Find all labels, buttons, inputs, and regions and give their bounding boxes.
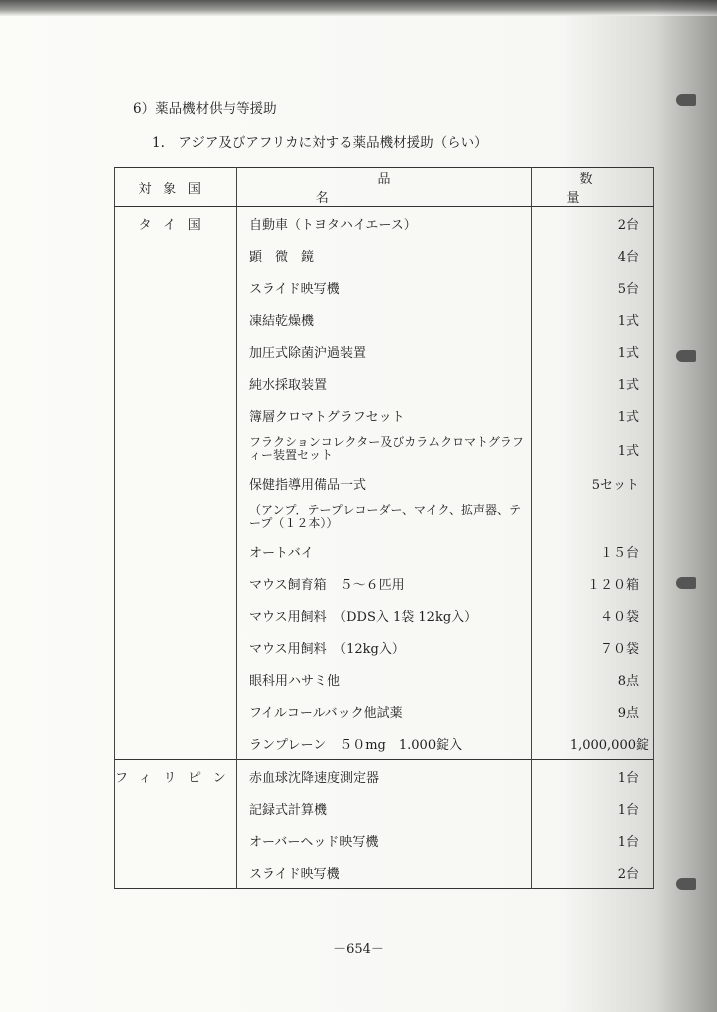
quantity-cell: 2台 bbox=[532, 856, 654, 889]
item-cell: ランプレーン ５０mg 1.000錠入 bbox=[237, 727, 532, 760]
item-cell: 赤血球沈降速度測定器 bbox=[237, 760, 532, 793]
quantity-cell: 9点 bbox=[532, 695, 654, 727]
quantity-cell bbox=[532, 499, 654, 535]
quantity-cell: 1,000,000錠 bbox=[532, 727, 654, 760]
country-cell: タイ国 bbox=[115, 207, 237, 760]
table-header-row bbox=[115, 168, 654, 207]
quantity-cell: 8点 bbox=[532, 663, 654, 695]
header-country: 対象国 bbox=[115, 168, 237, 207]
quantity-cell: １２０箱 bbox=[532, 567, 654, 599]
quantity-cell: ７０袋 bbox=[532, 631, 654, 663]
item-cell: 記録式計算機 bbox=[237, 792, 532, 824]
quantity-cell: 1台 bbox=[532, 760, 654, 793]
item-cell: マウス用飼料 （12kg入） bbox=[237, 631, 532, 663]
equipment-table bbox=[114, 167, 654, 889]
quantity-cell: ４０袋 bbox=[532, 599, 654, 631]
quantity-cell: 1式 bbox=[532, 399, 654, 431]
table-row bbox=[115, 207, 654, 240]
table-row bbox=[115, 760, 654, 793]
binder-hole bbox=[676, 878, 696, 890]
item-cell: 顕 微 鏡 bbox=[237, 239, 532, 271]
subsection-title: 1. アジア及びアフリカに対する薬品機材援助（らい） bbox=[152, 135, 488, 151]
section-title: 6）薬品機材供与等援助 bbox=[133, 101, 277, 117]
item-cell: フイルコールバック他試薬 bbox=[237, 695, 532, 727]
header-quantity: 数量 bbox=[532, 168, 654, 207]
item-cell: 簿層クロマトグラフセット bbox=[237, 399, 532, 431]
item-cell: 加圧式除菌沪過装置 bbox=[237, 335, 532, 367]
item-cell: 眼科用ハサミ他 bbox=[237, 663, 532, 695]
item-cell: オーバーヘッド映写機 bbox=[237, 824, 532, 856]
item-cell: マウス用飼料 （DDS入 1袋 12kg入） bbox=[237, 599, 532, 631]
binder-hole bbox=[676, 350, 696, 362]
item-cell: フラクションコレクター及びカラムクロマトグラフィー装置セット bbox=[237, 431, 532, 467]
item-cell: 凍結乾燥機 bbox=[237, 303, 532, 335]
scan-top-edge bbox=[0, 0, 717, 16]
item-cell: マウス飼育箱 ５～６匹用 bbox=[237, 567, 532, 599]
item-cell: 保健指導用備品一式 bbox=[237, 467, 532, 499]
quantity-cell: １５台 bbox=[532, 535, 654, 567]
item-cell: 自動車（トヨタハイエース） bbox=[237, 207, 532, 240]
item-cell: オートバイ bbox=[237, 535, 532, 567]
quantity-cell: 1式 bbox=[532, 335, 654, 367]
quantity-cell: 1式 bbox=[532, 303, 654, 335]
quantity-cell: 1台 bbox=[532, 792, 654, 824]
header-item: 品名 bbox=[237, 168, 532, 207]
item-cell: スライド映写機 bbox=[237, 271, 532, 303]
item-cell: 純水採取装置 bbox=[237, 367, 532, 399]
page-number: －654－ bbox=[333, 942, 384, 957]
item-cell: （アンプ．テープレコーダー、マイク、拡声器、テープ（１２本）） bbox=[237, 499, 532, 535]
item-cell: スライド映写機 bbox=[237, 856, 532, 889]
quantity-cell: 2台 bbox=[532, 207, 654, 240]
binding-shadow bbox=[655, 0, 717, 1012]
binder-hole bbox=[676, 94, 696, 106]
binder-hole bbox=[676, 577, 696, 589]
quantity-cell: 1式 bbox=[532, 431, 654, 467]
quantity-cell: 4台 bbox=[532, 239, 654, 271]
quantity-cell: 1式 bbox=[532, 367, 654, 399]
quantity-cell: 5セット bbox=[532, 467, 654, 499]
country-cell: フィリピン bbox=[115, 760, 237, 889]
quantity-cell: 1台 bbox=[532, 824, 654, 856]
quantity-cell: 5台 bbox=[532, 271, 654, 303]
